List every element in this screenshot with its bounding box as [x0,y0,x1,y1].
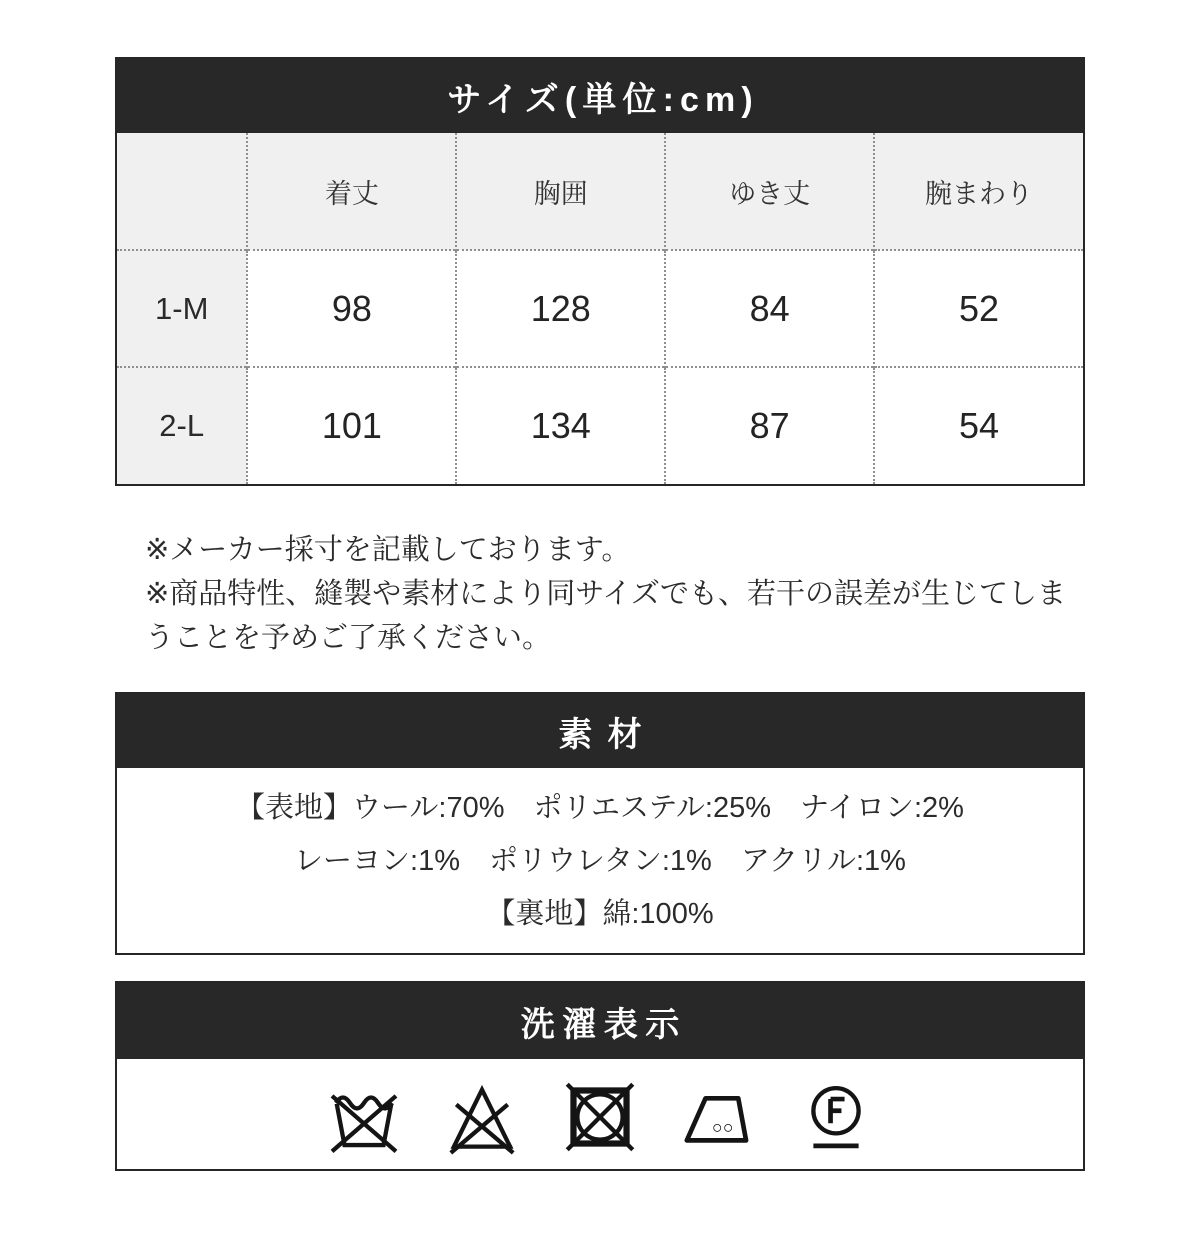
size-section [115,57,1085,486]
row-label: 2-L [117,367,247,484]
size-row [117,367,1083,484]
column-header: 腕まわり [874,133,1083,250]
care-section-title: 洗濯表示 [117,983,1083,1059]
corner-cell [117,133,247,250]
size-value-cell: 87 [665,367,874,484]
size-notes [115,528,1085,660]
do-not-wash-icon [325,1078,403,1156]
size-section-title: サイズ(単位:cm) [117,59,1083,133]
note-text: ※メーカー採寸を記載しております。 [145,534,631,566]
note-text: ※商品特性、縫製や素材により同サイズでも、若干の誤差が生じてしまうことを予めご了承ください。 [145,578,1066,654]
dry-clean-f-mild-icon [797,1078,875,1156]
column-header: 着丈 [247,133,456,250]
do-not-tumble-dry-icon [561,1078,639,1156]
material-section [115,692,1085,955]
material-section-title: 素材 [117,694,1083,768]
size-value-cell: 84 [665,250,874,367]
material-line: レーヨン:1% ポリウレタン:1% アクリル:1% [294,845,906,877]
material-line: 【表地】ウール:70% ポリエステル:25% ナイロン:2% [236,792,964,824]
size-table-header-row [117,133,1083,250]
material-line: 【裏地】綿:100% [486,898,714,930]
size-value-cell: 101 [247,367,456,484]
size-value-cell: 52 [874,250,1083,367]
size-value-cell: 134 [456,367,665,484]
material-lines [117,768,1083,953]
do-not-bleach-icon [443,1078,521,1156]
iron-medium-two-dots-icon [679,1078,757,1156]
size-value-cell: 98 [247,250,456,367]
size-row [117,250,1083,367]
size-value-cell: 128 [456,250,665,367]
column-header: ゆき丈 [665,133,874,250]
product-info-page [115,57,1085,1171]
row-label: 1-M [117,250,247,367]
care-icons-row [117,1059,1083,1169]
size-value-cell: 54 [874,367,1083,484]
size-table [117,133,1083,484]
column-header: 胸囲 [456,133,665,250]
care-section [115,981,1085,1171]
